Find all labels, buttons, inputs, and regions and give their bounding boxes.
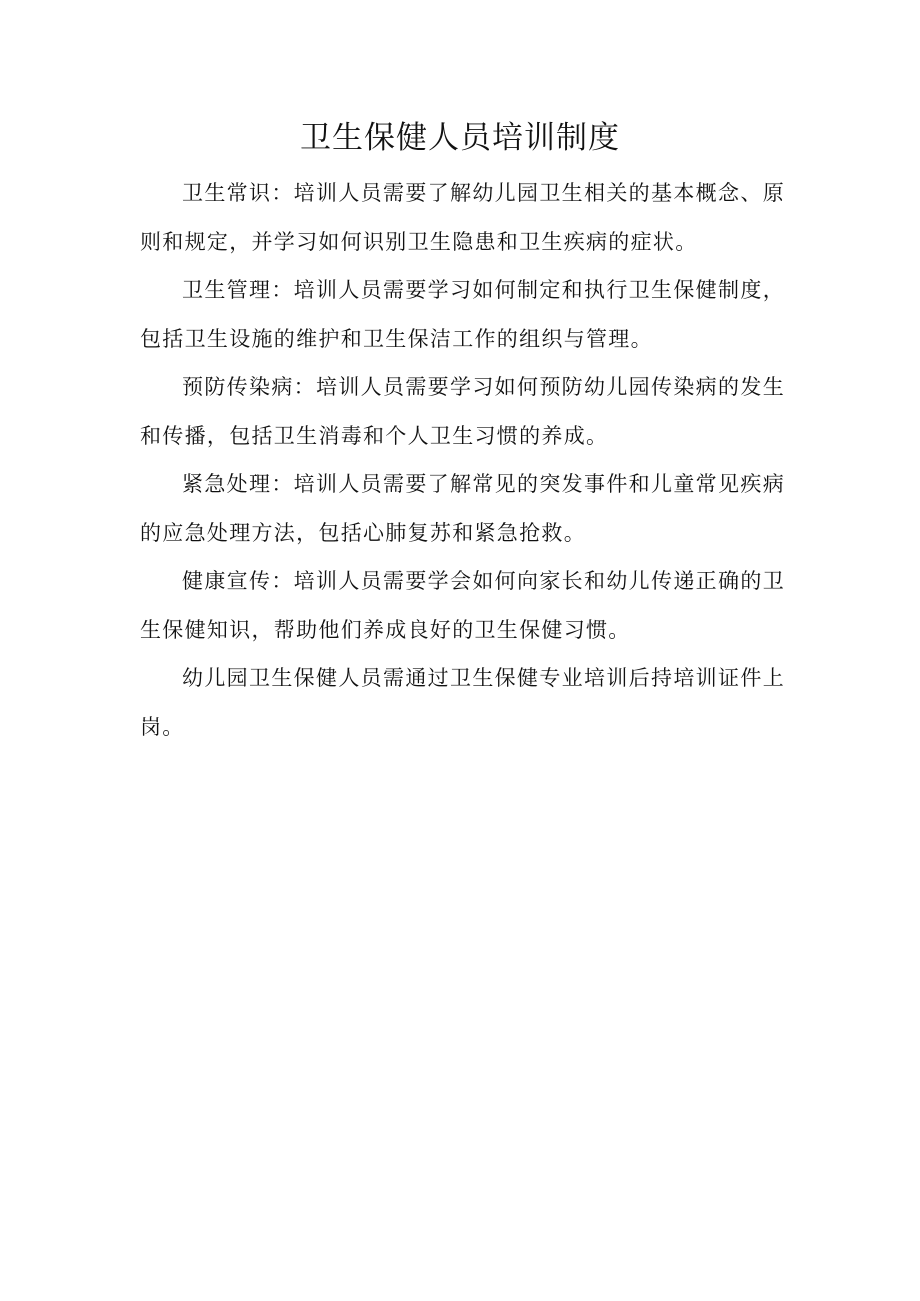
document-title: 卫生保健人员培训制度 <box>300 120 620 156</box>
document-body <box>140 169 785 751</box>
paragraph-emergency-handling: 紧急处理：培训人员需要了解常见的突发事件和儿童常见疾病的应急处理方法，包括心肺复苏和紧急抢救。 <box>140 472 785 545</box>
paragraph-certification: 幼儿园卫生保健人员需通过卫生保健专业培训后持培训证件上岗。 <box>140 666 785 739</box>
paragraph-infection-prevention: 预防传染病：培训人员需要学习如何预防幼儿园传染病的发生和传播，包括卫生消毒和个人卫生习惯的养成。 <box>140 375 785 448</box>
paragraph-hygiene-management: 卫生管理：培训人员需要学习如何制定和执行卫生保健制度，包括卫生设施的维护和卫生保洁工作的组织与管理。 <box>140 278 785 351</box>
paragraph-hygiene-knowledge: 卫生常识：培训人员需要了解幼儿园卫生相关的基本概念、原则和规定，并学习如何识别卫生隐患和卫生疾病的症状。 <box>140 181 785 254</box>
paragraph-health-promotion: 健康宣传：培训人员需要学会如何向家长和幼儿传递正确的卫生保健知识，帮助他们养成良好的卫生保健习惯。 <box>140 569 785 642</box>
